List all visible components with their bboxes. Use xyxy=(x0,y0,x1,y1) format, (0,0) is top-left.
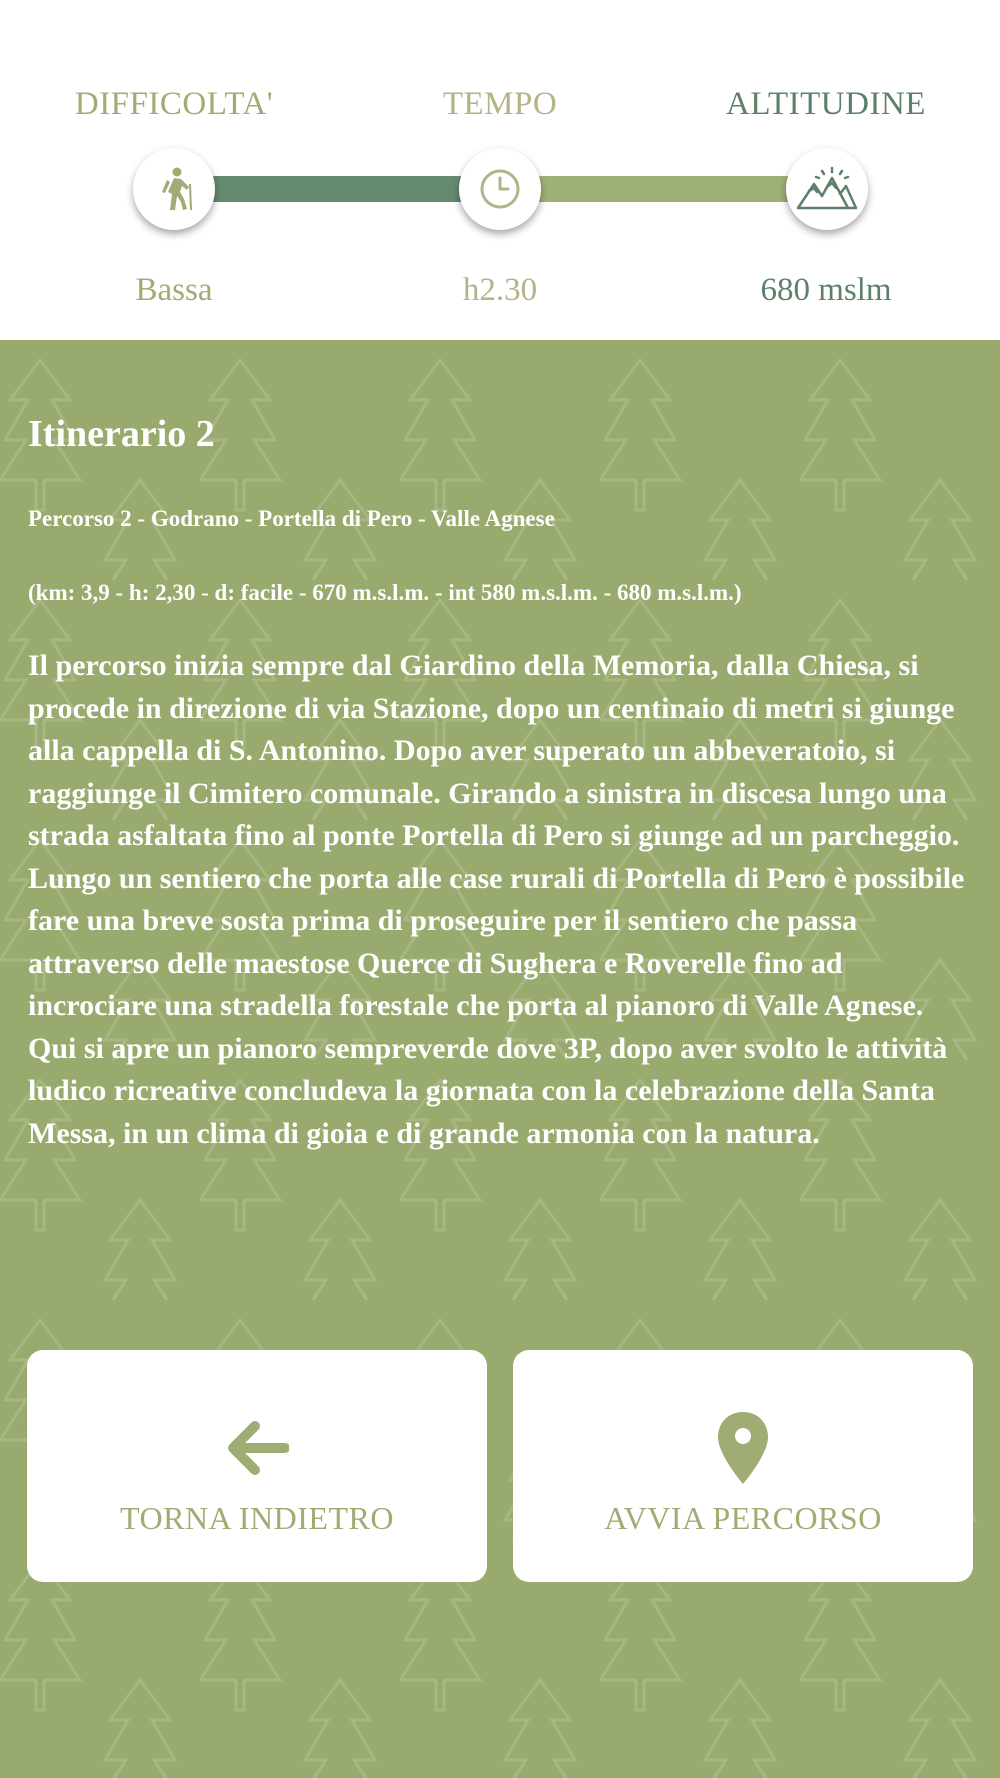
arrow-left-icon xyxy=(225,1410,289,1486)
altitude-value: 680 mslm xyxy=(760,272,892,308)
start-route-button-label: AVVIA PERCORSO xyxy=(604,1500,882,1536)
difficulty-title: DIFFICOLTA' xyxy=(74,86,274,122)
altitude-title: ALTITUDINE xyxy=(726,86,926,122)
itinerary-description: Il percorso inizia sempre dal Giardino della Memoria, dalla Chiesa, si procede in direzione di via Stazione, dopo un centinaio di metri si giunge alla cappella di S. Antonino. Dopo aver superato un abbeveratoio, si raggiunge il Cimitero comunale. Girando a sinistra in discesa lungo una strada asfaltata fino al ponte Portella di Pero si giunge ad un parcheggio. Lungo un sentiero che porta alle case rurali di Portella di Pero è possibile fare una breve sosta prima di proseguire per il sentiero che passa attraverso delle maestose Querce di Sughera e Roverelle fino ad incrociare una stradella forestale che porta al pianoro di Valle Agnese. Qui si apre un pianoro sempreverde dove 3P, dopo aver svolto le attività ludico ricreative concludeva la giornata con la celebrazione della Santa Messa, in un clima di gioia e di grande armonia con la natura. xyxy=(28,649,965,1150)
itinerary-title: Itinerario 2 xyxy=(28,413,215,455)
itinerary-panel xyxy=(0,340,1000,1778)
progress-track-1 xyxy=(200,176,490,202)
clock-icon xyxy=(478,167,522,211)
stats-header xyxy=(0,0,1000,340)
itinerary-route: Percorso 2 - Godrano - Portella di Pero - Valle Agnese xyxy=(28,506,555,531)
time-title: TEMPO xyxy=(442,86,558,122)
mountains-icon xyxy=(796,166,858,212)
back-button-label: TORNA INDIETRO xyxy=(120,1500,394,1536)
hiker-icon xyxy=(154,166,194,212)
difficulty-value: Bassa xyxy=(135,272,213,308)
time-value: h2.30 xyxy=(462,272,538,308)
altitude-node xyxy=(786,148,868,230)
time-node xyxy=(459,148,541,230)
map-pin-icon xyxy=(716,1410,770,1486)
back-button[interactable] xyxy=(27,1350,487,1582)
itinerary-details: (km: 3,9 - h: 2,30 - d: facile - 670 m.s.l.m. - int 580 m.s.l.m. - 680 m.s.l.m.) xyxy=(28,580,742,605)
start-route-button[interactable] xyxy=(513,1350,973,1582)
difficulty-node xyxy=(133,148,215,230)
progress-track-2 xyxy=(510,176,810,202)
